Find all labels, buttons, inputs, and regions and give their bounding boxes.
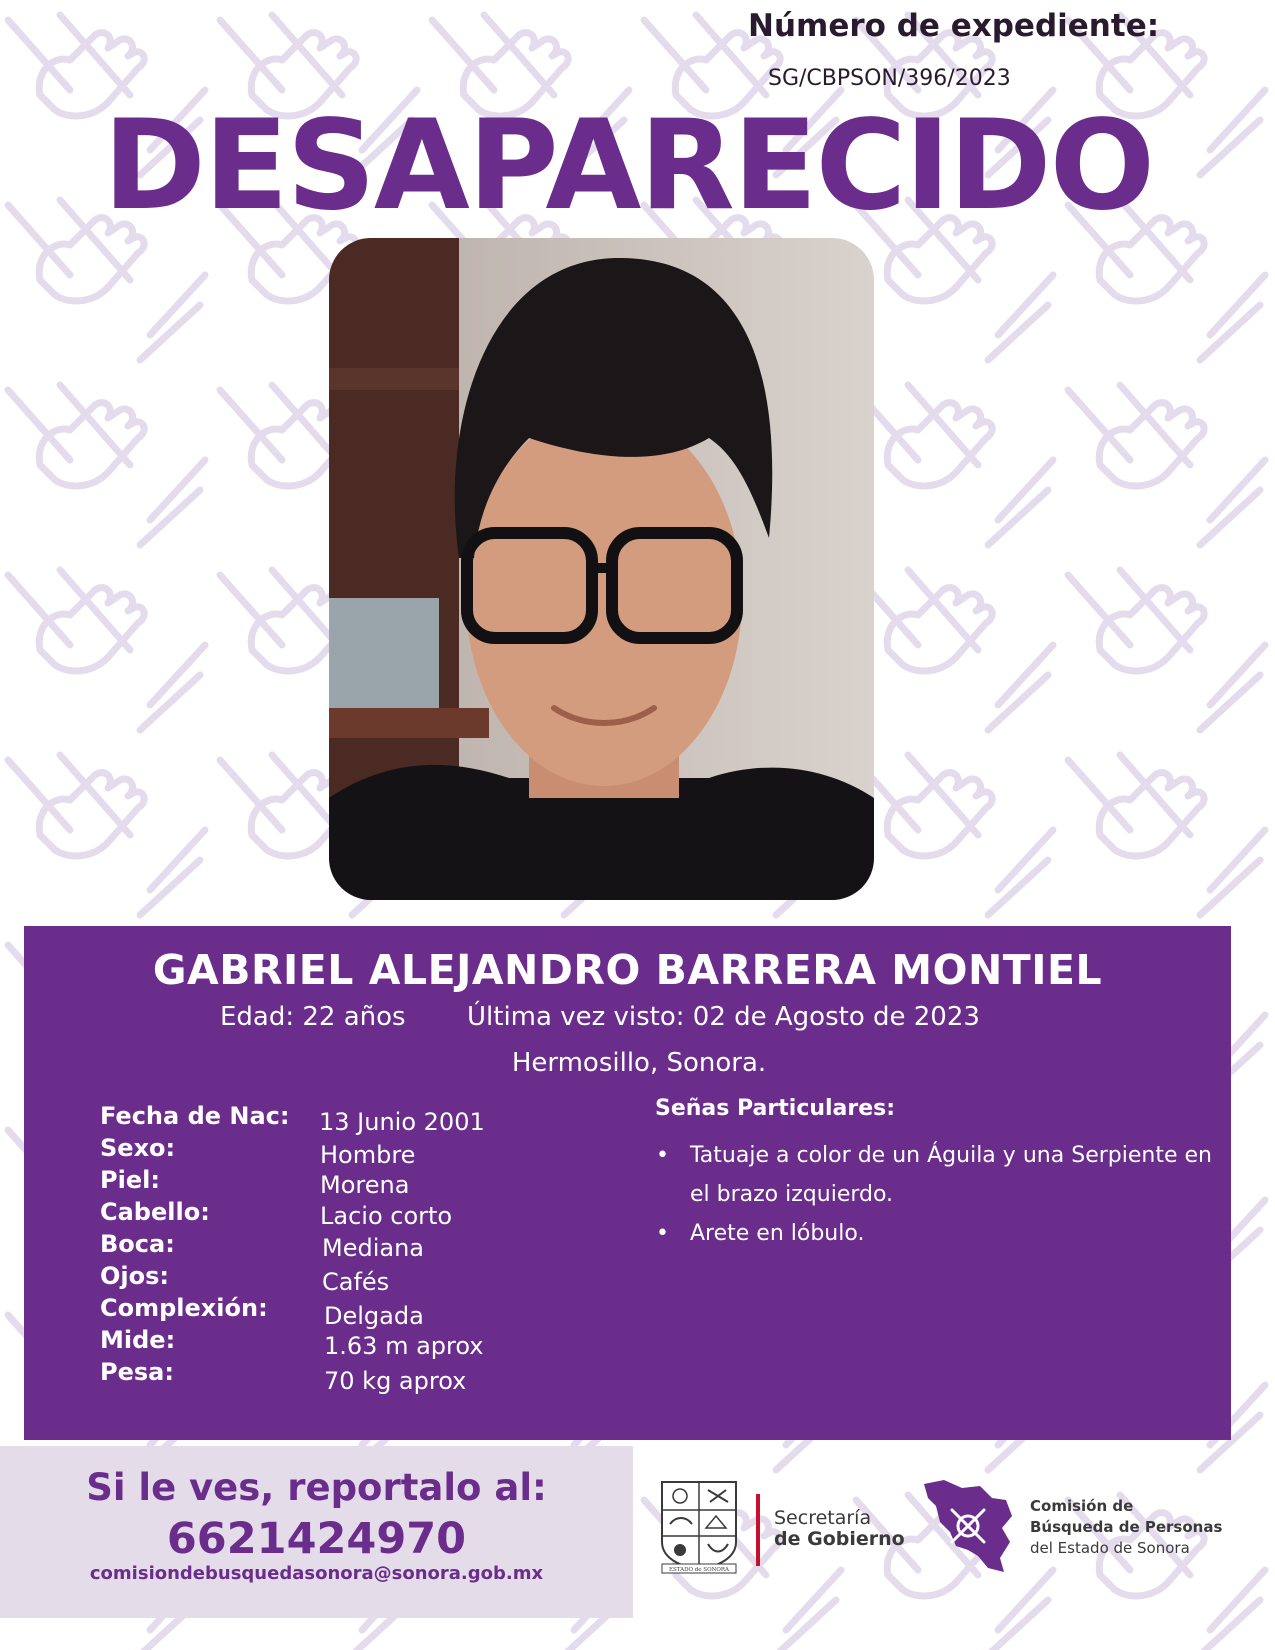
- logo-divider: [756, 1494, 760, 1566]
- svg-text:ESTADO de SONORA: ESTADO de SONORA: [668, 1567, 730, 1573]
- field-label-mouth: Boca:: [100, 1230, 175, 1258]
- field-value-hair: Lacio corto: [320, 1202, 453, 1230]
- case-number: SG/CBPSON/396/2023: [768, 66, 1011, 91]
- last-seen-location: Hermosillo, Sonora.: [511, 1048, 767, 1078]
- report-title: Si le ves, reportalo al:: [86, 1466, 547, 1509]
- field-value-eyes: Cafés: [322, 1268, 390, 1296]
- field-label-birthdate: Fecha de Nac:: [100, 1102, 290, 1130]
- field-value-mouth: Mediana: [322, 1234, 424, 1262]
- person-age: Edad: 22 años: [220, 1002, 406, 1032]
- field-label-eyes: Ojos:: [100, 1262, 169, 1290]
- page-title: DESAPARECIDO: [102, 94, 1154, 238]
- bullet-icon: •: [656, 1143, 669, 1168]
- field-label-skin: Piel:: [100, 1166, 160, 1194]
- field-label-sex: Sexo:: [100, 1134, 176, 1162]
- comision-busqueda-text: Comisión de Búsqueda de Personas del Estado de Sonora: [1030, 1497, 1223, 1557]
- field-label-build: Complexión:: [100, 1294, 268, 1322]
- case-number-label: Número de expediente:: [748, 8, 1160, 44]
- field-label-height: Mide:: [100, 1326, 176, 1354]
- list-item: • Arete en lóbulo.: [652, 1214, 1212, 1253]
- comision-busqueda-logo: [922, 1476, 1014, 1576]
- field-value-weight: 70 kg aprox: [324, 1367, 467, 1395]
- field-value-sex: Hombre: [320, 1141, 416, 1169]
- distinguishing-marks-title: Señas Particulares:: [655, 1096, 896, 1121]
- field-value-build: Delgada: [324, 1302, 424, 1330]
- field-value-birthdate: 13 Junio 2001: [319, 1108, 485, 1136]
- report-box: [0, 1446, 633, 1618]
- list-item: • Tatuaje a color de un Águila y una Serpiente en el brazo izquierdo.: [652, 1136, 1212, 1214]
- missing-person-photo: [329, 238, 874, 900]
- field-value-height: 1.63 m aprox: [324, 1332, 484, 1360]
- bullet-icon: •: [656, 1221, 669, 1246]
- report-email[interactable]: comisiondebusquedasonora@sonora.gob.mx: [89, 1563, 544, 1584]
- report-phone[interactable]: 6621424970: [166, 1514, 467, 1564]
- state-seal-logo: [658, 1478, 740, 1574]
- distinguishing-marks-list: [652, 1136, 1212, 1253]
- field-label-weight: Pesa:: [100, 1358, 174, 1386]
- field-value-skin: Morena: [320, 1171, 410, 1199]
- last-seen-date: Última vez visto: 02 de Agosto de 2023: [467, 1002, 980, 1032]
- info-panel: [24, 926, 1231, 1440]
- person-name: GABRIEL ALEJANDRO BARRERA MONTIEL: [152, 946, 1103, 994]
- secretaria-gobierno-logo: Secretaría de Gobierno: [774, 1507, 905, 1550]
- field-label-hair: Cabello:: [100, 1198, 210, 1226]
